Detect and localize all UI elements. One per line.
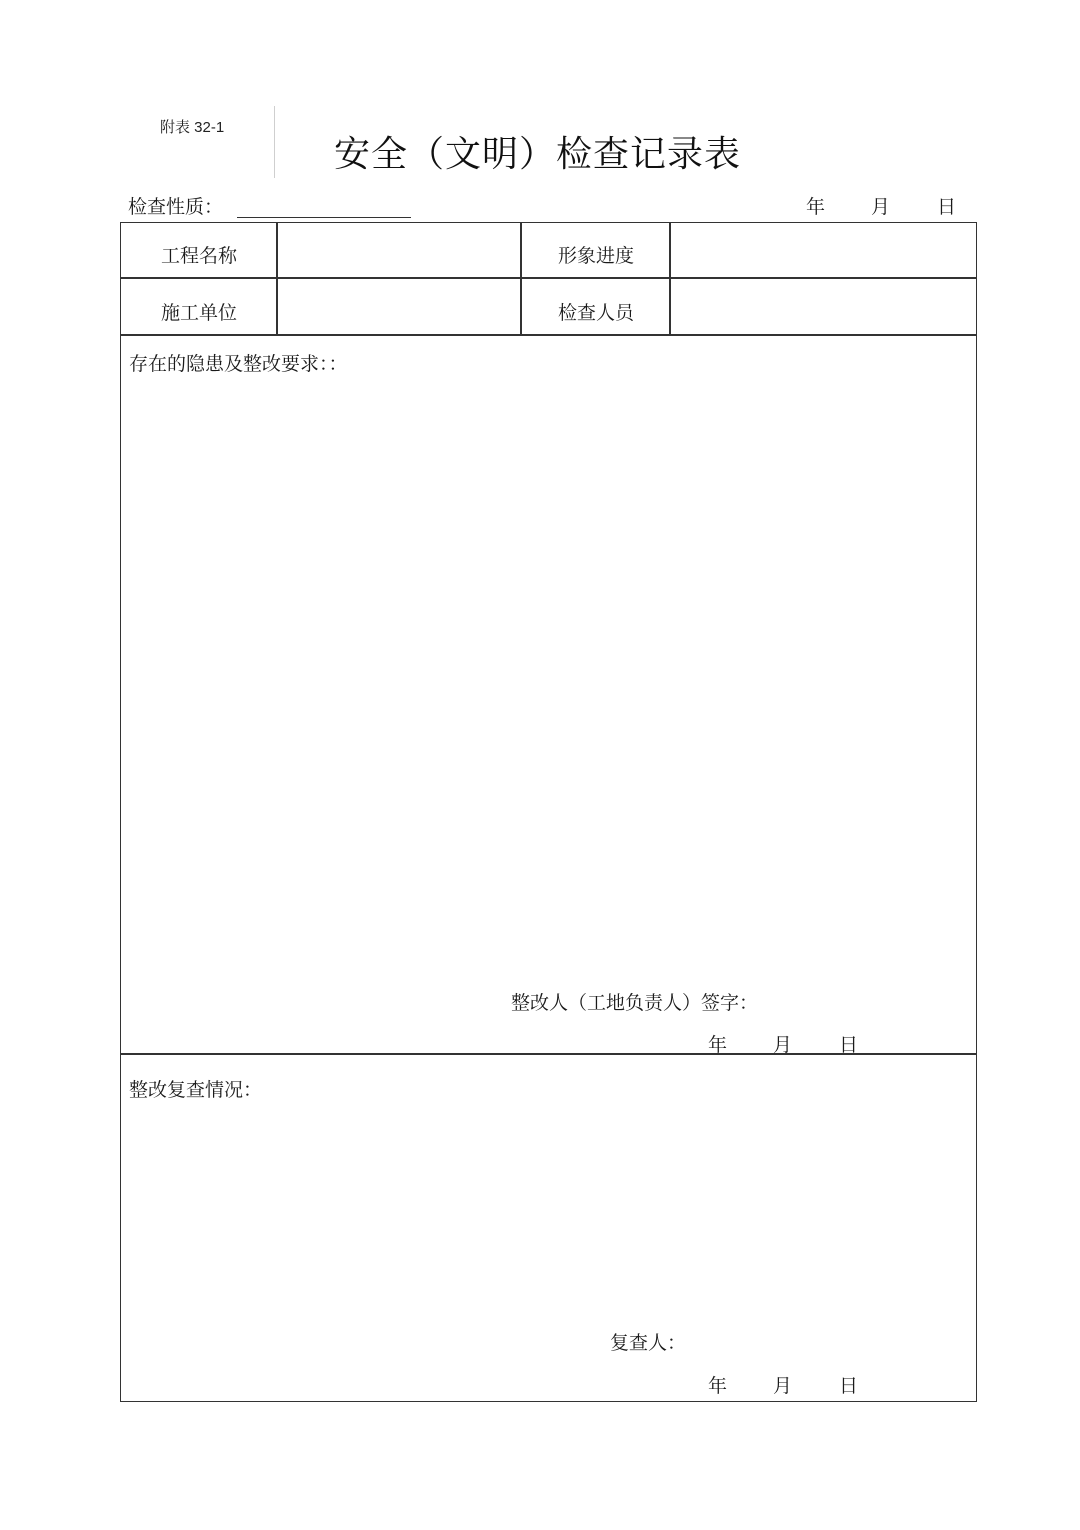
contractor-label: 施工单位 [160, 302, 237, 324]
review-date-month: 月 [773, 1375, 793, 1397]
header-date-day: 日 [937, 196, 957, 218]
inspection-form-table [120, 222, 977, 1402]
title-divider [274, 106, 275, 178]
review-content-area[interactable] [129, 1109, 967, 1319]
rectify-date-day: 日 [839, 1034, 859, 1056]
inspector-label: 检查人员 [557, 302, 634, 324]
progress-field[interactable] [671, 223, 976, 277]
row-divider [121, 334, 976, 336]
inspection-type-label: 检查性质： [128, 196, 224, 218]
hazards-content-area[interactable] [129, 383, 967, 983]
rectify-date-month: 月 [773, 1034, 793, 1056]
rectifier-signature-label: 整改人（工地负责人）签字： [511, 992, 759, 1014]
rectify-date-year: 年 [708, 1034, 728, 1056]
progress-label: 形象进度 [557, 245, 634, 267]
review-date-day: 日 [839, 1375, 859, 1397]
project-name-label: 工程名称 [160, 245, 237, 267]
reviewer-label: 复查人： [610, 1332, 687, 1354]
review-label: 整改复查情况： [129, 1079, 263, 1101]
page-title: 安全（文明）检查记录表 [334, 134, 742, 175]
contractor-field[interactable] [278, 279, 520, 334]
inspector-field[interactable] [671, 279, 976, 334]
header-date-year: 年 [806, 196, 826, 218]
project-name-field[interactable] [278, 223, 520, 277]
hazards-label: 存在的隐患及整改要求：： [129, 353, 348, 375]
header-date-month: 月 [871, 196, 891, 218]
review-date-year: 年 [708, 1375, 728, 1397]
inspection-type-field[interactable] [237, 217, 411, 218]
attachment-label: 附表 32-1 [160, 119, 225, 136]
